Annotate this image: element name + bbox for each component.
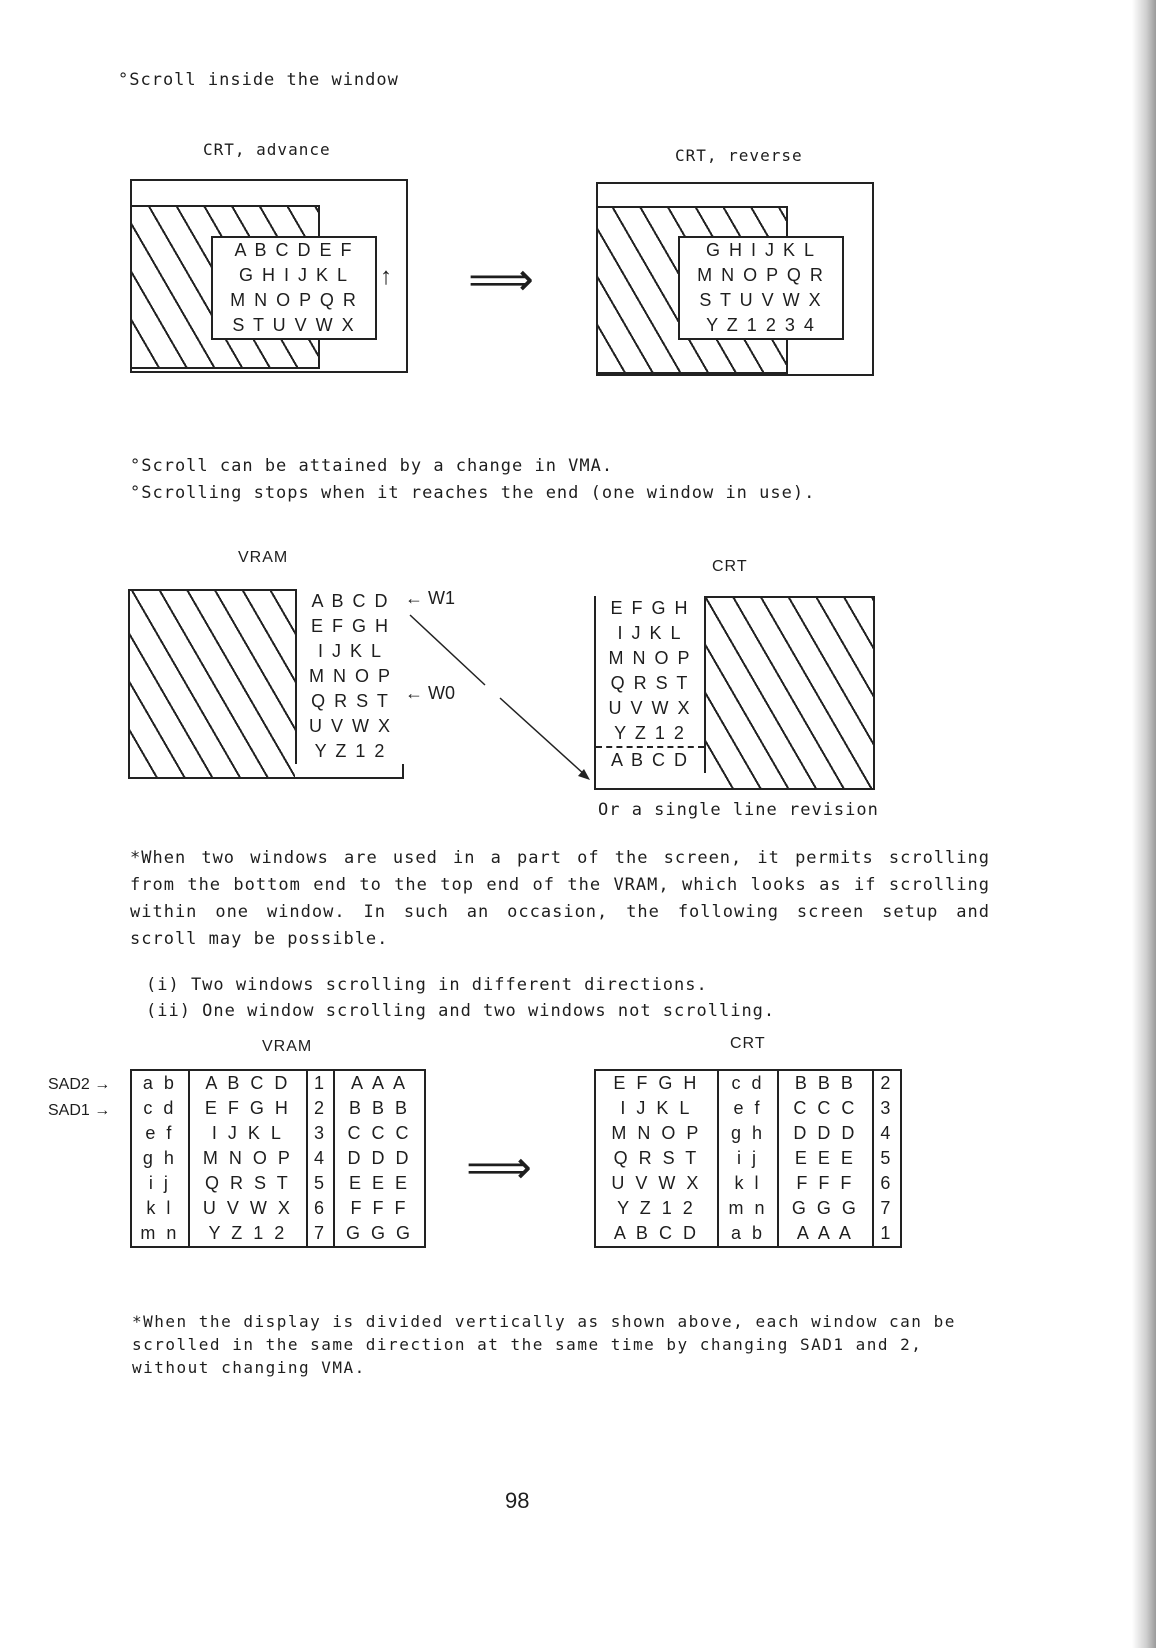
vram-label-2: VRAM [262, 1038, 313, 1055]
table-cell: m n [131, 1221, 189, 1247]
grid-row-text: S T U V W X [699, 290, 823, 310]
advance-window-grid [211, 236, 377, 340]
table-cell: G G G [334, 1221, 425, 1247]
table-cell: 7 [873, 1196, 901, 1221]
scroll-up-arrow-icon: ↑ [380, 263, 392, 290]
grid-row [297, 714, 404, 739]
vram-grid [295, 589, 404, 764]
table-cell: i j [718, 1146, 778, 1171]
table-cell: G G G [778, 1196, 873, 1221]
table-cell: Q R S T [189, 1171, 307, 1196]
table-cell: I J K L [189, 1121, 307, 1146]
table-cell: M N O P [189, 1146, 307, 1171]
grid-row [297, 739, 404, 764]
table-row [595, 1121, 901, 1146]
grid-row [213, 313, 375, 338]
grid-row [596, 721, 704, 746]
grid-row-text: M N O P [608, 648, 692, 668]
table-cell: 2 [873, 1070, 901, 1096]
grid-row-text: A B C D [311, 591, 390, 611]
single-line-revision-caption: Or a single line revision [598, 800, 879, 820]
grid-row-text: A B C D [610, 750, 690, 770]
grid-row-text: M N O P Q R [230, 290, 358, 310]
table-cell: 6 [307, 1196, 334, 1221]
table-cell: A B C D [189, 1070, 307, 1096]
grid-row [596, 621, 704, 646]
grid-row [680, 313, 842, 338]
grid-row [297, 589, 404, 614]
grid-row [297, 689, 404, 714]
option-ii: (ii) One window scrolling and two windows not scrolling. [146, 1001, 776, 1021]
crt-reverse-screen [596, 182, 874, 376]
grid-row-text: E F G H [610, 598, 690, 618]
grid-row [297, 664, 404, 689]
section-title-scroll-inside-window: °Scroll inside the window [118, 70, 399, 90]
table-cell: U V W X [595, 1171, 718, 1196]
table-cell: 5 [307, 1171, 334, 1196]
grid-row [213, 238, 375, 263]
table-cell: F F F [334, 1196, 425, 1221]
crt-reverse-label: CRT, reverse [675, 146, 803, 165]
crt-advance-screen [130, 179, 408, 373]
grid-row-text: S T U V W X [232, 315, 356, 335]
grid-row-text: Y Z 1 2 [614, 723, 686, 743]
table-cell: E E E [778, 1146, 873, 1171]
table-cell: 2 [307, 1096, 334, 1121]
two-windows-paragraph: *When two windows are used in a part of the screen, it permits scrolling from the bottom end to the top end of the VRAM, which looks as if scrolling within one window. In such an occasion, the following screen setup and scroll may be possible. [130, 848, 990, 949]
table-cell: B B B [778, 1070, 873, 1096]
crt-grid [596, 596, 706, 773]
grid-row-text: Q R S T [610, 673, 690, 693]
table-cell: m n [718, 1196, 778, 1221]
grid-row-text: G H I J K L [705, 240, 817, 260]
grid-row [297, 639, 404, 664]
table-row [595, 1146, 901, 1171]
table-cell: I J K L [595, 1096, 718, 1121]
table-row [595, 1096, 901, 1121]
table-cell: D D D [778, 1121, 873, 1146]
table-cell: 6 [873, 1171, 901, 1196]
grid-row-text: Q R S T [311, 691, 390, 711]
vram-table [130, 1069, 426, 1248]
grid-row-text: Y Z 1 2 [314, 741, 387, 761]
table-cell: e f [718, 1096, 778, 1121]
grid-row-text: A B C D E F [234, 240, 354, 260]
table-cell: 1 [873, 1221, 901, 1247]
w0-pointer: ← W0 [405, 683, 456, 703]
table-cell: i j [131, 1171, 189, 1196]
mapping-arrow-icon [400, 610, 600, 810]
w1-pointer: ← W1 [405, 588, 456, 608]
vram-hatched-area [130, 591, 295, 777]
table-cell: A A A [334, 1070, 425, 1096]
table-row [131, 1221, 425, 1247]
table-cell: F F F [778, 1171, 873, 1196]
table-row [595, 1221, 901, 1247]
table-cell: c d [718, 1070, 778, 1096]
table-cell: C C C [334, 1121, 425, 1146]
table-cell: D D D [334, 1146, 425, 1171]
grid-row-text: U V W X [308, 716, 392, 736]
table-row [131, 1196, 425, 1221]
grid-row-text: M N O P [308, 666, 392, 686]
implies-arrow-icon: ⟹ [468, 253, 534, 305]
grid-row [596, 696, 704, 721]
table-cell: g h [131, 1146, 189, 1171]
note-scroll-vma: °Scroll can be attained by a change in VMA. [130, 456, 614, 476]
vram-label: VRAM [238, 549, 289, 566]
table-cell: a b [131, 1070, 189, 1096]
grid-row-text: U V W X [608, 698, 692, 718]
table-row [131, 1070, 425, 1096]
sad1-pointer: SAD1 → [48, 1102, 111, 1119]
grid-row-text: I J K L [317, 641, 384, 661]
grid-row [297, 614, 404, 639]
table-cell: k l [131, 1196, 189, 1221]
table-cell: a b [718, 1221, 778, 1247]
table-cell: A B C D [595, 1221, 718, 1247]
grid-row [596, 596, 704, 621]
note-scroll-stops: °Scrolling stops when it reaches the end (one window in use). [130, 483, 816, 503]
table-row [595, 1171, 901, 1196]
sad2-pointer: SAD2 → [48, 1076, 111, 1093]
table-cell: C C C [778, 1096, 873, 1121]
grid-row-text: I J K L [617, 623, 683, 643]
footnote: *When the display is divided vertically as shown above, each window can be scrolled in the same direction at the same time by changing SAD1 and 2, without changing VMA. [132, 1312, 956, 1377]
crt-advance-label: CRT, advance [203, 140, 331, 159]
table-cell: e f [131, 1121, 189, 1146]
table-row [595, 1070, 901, 1096]
table-row [131, 1121, 425, 1146]
implies-arrow-icon: ⟹ [466, 1141, 532, 1193]
crt-hatched-area [706, 598, 873, 788]
table-cell: M N O P [595, 1121, 718, 1146]
table-cell: 5 [873, 1146, 901, 1171]
table-cell: 3 [307, 1121, 334, 1146]
reverse-window-grid [678, 236, 844, 340]
table-cell: 4 [307, 1146, 334, 1171]
crt-area [594, 596, 875, 790]
page-edge-shadow [1132, 0, 1156, 1648]
crt-label-2: CRT [730, 1035, 766, 1052]
crt-label: CRT [712, 558, 748, 575]
table-cell: Y Z 1 2 [189, 1221, 307, 1247]
table-cell: B B B [334, 1096, 425, 1121]
table-cell: Q R S T [595, 1146, 718, 1171]
table-row [131, 1146, 425, 1171]
table-cell: A A A [778, 1221, 873, 1247]
table-cell: c d [131, 1096, 189, 1121]
grid-row [680, 238, 842, 263]
table-cell: 7 [307, 1221, 334, 1247]
table-cell: E F G H [595, 1070, 718, 1096]
table-cell: 4 [873, 1121, 901, 1146]
grid-row-text: M N O P Q R [697, 265, 825, 285]
grid-row [596, 646, 704, 671]
grid-row [596, 746, 704, 773]
grid-row [213, 288, 375, 313]
option-i: (i) Two windows scrolling in different directions. [146, 975, 708, 995]
grid-row-text: G H I J K L [238, 265, 350, 285]
grid-row-text: Y Z 1 2 3 4 [706, 315, 816, 335]
grid-row-text: E F G H [310, 616, 390, 636]
table-cell: E E E [334, 1171, 425, 1196]
table-cell: 1 [307, 1070, 334, 1096]
grid-row [680, 263, 842, 288]
table-row [131, 1096, 425, 1121]
page-number: 98 [505, 1488, 530, 1513]
grid-row [680, 288, 842, 313]
vram-area [128, 589, 404, 779]
table-cell: k l [718, 1171, 778, 1196]
crt-table [594, 1069, 902, 1248]
table-cell: g h [718, 1121, 778, 1146]
grid-row [213, 263, 375, 288]
table-cell: Y Z 1 2 [595, 1196, 718, 1221]
table-cell: 3 [873, 1096, 901, 1121]
table-cell: U V W X [189, 1196, 307, 1221]
table-row [595, 1196, 901, 1221]
table-row [131, 1171, 425, 1196]
grid-row [596, 671, 704, 696]
table-cell: E F G H [189, 1096, 307, 1121]
